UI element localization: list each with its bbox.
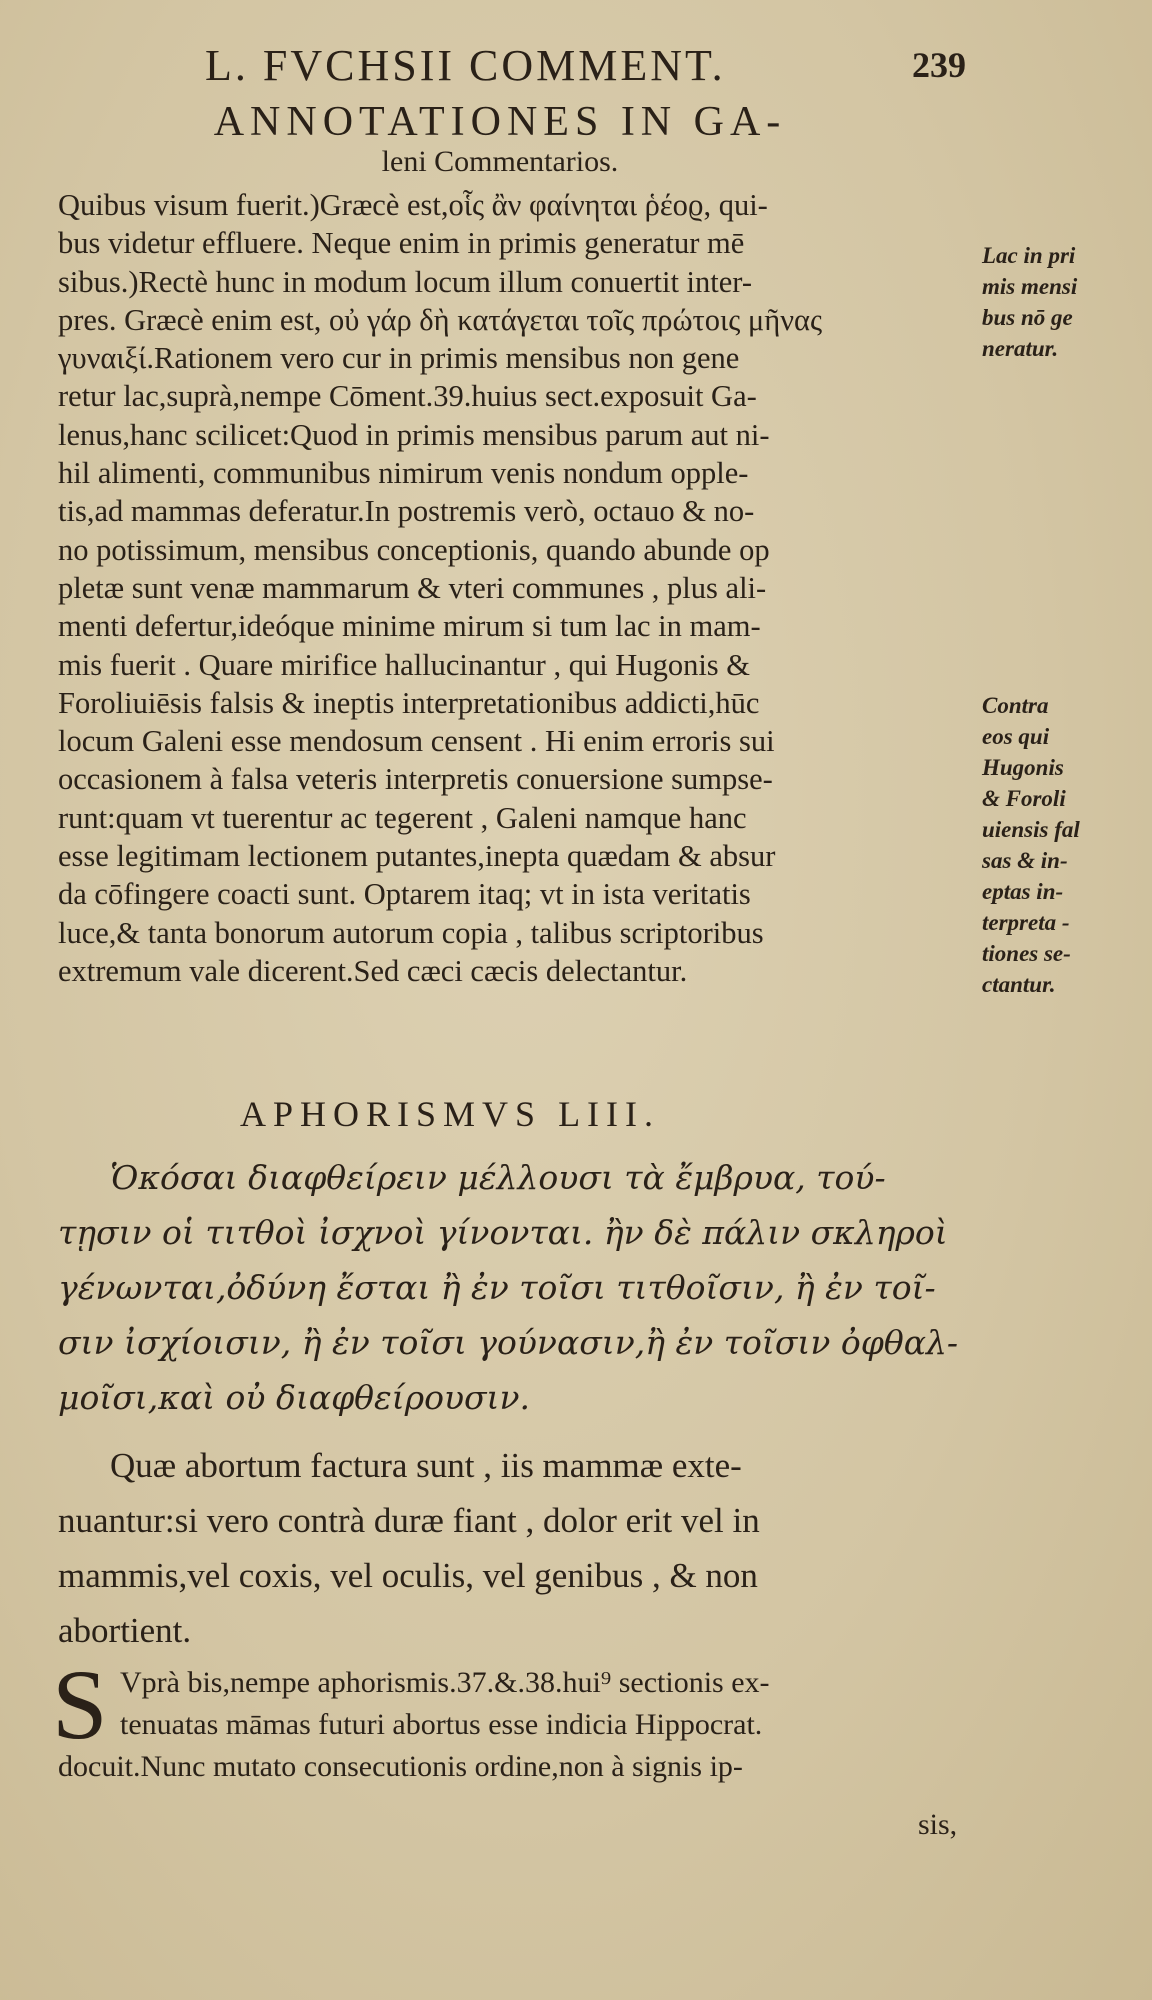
- text-line: da cōfingere coacti sunt. Optarem itaq; vt in ista veritatis: [58, 877, 751, 912]
- latin-line: nuantur:si vero contrà duræ fiant , dolor erit vel in: [58, 1501, 760, 1540]
- commentary-line: docuit.Nunc mutato consecutionis ordine,non à signis ip-: [58, 1750, 743, 1783]
- text-line: occasionem à falsa veteris interpretis conuersione sumpse-: [58, 762, 773, 797]
- text-line: lenus,hanc scilicet:Quod in primis mensibus parum aut ni-: [58, 417, 770, 452]
- text-line: runt:quam vt tuerentur ac tegerent , Galeni namque hanc: [58, 800, 747, 835]
- page-number: 239: [912, 45, 966, 85]
- greek-line: μοῖσι,καὶ οὐ διαφθείρουσιν.: [58, 1378, 531, 1417]
- margin-note-line: mis mensi: [982, 274, 1078, 299]
- section-heading-continued: leni Commentarios.: [381, 145, 619, 178]
- margin-note-line: uiensis fal: [982, 817, 1080, 842]
- section-heading: ANNOTATIONES IN GA-: [213, 99, 787, 145]
- margin-note: [982, 240, 1132, 364]
- text-line: tis,ad mammas deferatur.In postremis verò, octauo & no-: [58, 494, 755, 529]
- latin-line: abortient.: [58, 1611, 192, 1650]
- commentary-text: [58, 1662, 988, 1788]
- commentary-line: tenuatas māmas futuri abortus esse indicia Hippocrat.: [120, 1708, 763, 1741]
- text-line: locum Galeni esse mendosum censent . Hi enim erroris sui: [58, 724, 775, 759]
- text-line: pletæ sunt venæ mammarum & vteri communes , plus ali-: [58, 570, 767, 605]
- latin-line: Quæ abortum factura sunt , iis mammæ exte-: [110, 1446, 742, 1485]
- aphorism-latin-text: [58, 1438, 998, 1658]
- margin-note-line: sas & in-: [982, 848, 1068, 873]
- drop-cap: S: [52, 1649, 108, 1760]
- aphorism-greek-text: [58, 1150, 998, 1425]
- greek-line: σιν ἰσχίοισιν, ἢ ἐν τοῖσι γούνασιν,ἢ ἐν τοῖσιν ὀφθαλ-: [58, 1323, 959, 1362]
- text-line: mis fuerit . Quare mirifice hallucinantur , qui Hugonis &: [58, 647, 751, 682]
- running-head-title: L. FVCHSII COMMENT.: [205, 41, 726, 90]
- margin-note-line: tiones se-: [982, 941, 1071, 966]
- text-line: γυναιξί.Rationem vero cur in primis mensibus non gene: [58, 341, 740, 376]
- text-line: no potissimum, mensibus conceptionis, quando abunde op: [58, 532, 770, 567]
- latin-line: mammis,vel coxis, vel oculis, vel genibus , & non: [58, 1556, 758, 1595]
- annotation-text: [58, 186, 978, 990]
- text-line: retur lac,suprà,nempe Cōment.39.huius sect.exposuit Ga-: [58, 379, 757, 414]
- commentary-line: Vprà bis,nempe aphorismis.37.&.38.hui⁹ sectionis ex-: [120, 1666, 770, 1699]
- margin-note-line: bus nō ge: [982, 305, 1073, 330]
- margin-note-line: eptas in-: [982, 879, 1064, 904]
- greek-line: γένωνται,ὀδύνη ἔσται ἢ ἐν τοῖσι τιτθοῖσιν, ἢ ἐν τοῖ-: [58, 1268, 936, 1307]
- text-line: Quibus visum fuerit.)Græcè est,οἷς ἂν φαίνηται ῥέοϱ, qui-: [58, 188, 768, 222]
- catchword: sis,: [918, 1808, 958, 1841]
- text-line: extremum vale dicerent.Sed cæci cæcis delectantur.: [58, 953, 688, 988]
- margin-note-line: eos qui: [982, 724, 1050, 749]
- greek-line: τῃσιν οἱ τιτθοὶ ἰσχνοὶ γίνονται. ἢν δὲ πάλιν σκληροὶ: [58, 1213, 948, 1252]
- text-line: pres. Græcè enim est, οὐ γάρ δὴ κατάγεται τοῖς πρώτοις μῆνας: [58, 302, 823, 337]
- greek-line: Ὁκόσαι διαφθείρειν μέλλουσι τὰ ἔμβρυα, τού-: [110, 1158, 886, 1197]
- running-head: [0, 40, 1152, 100]
- text-line: hil alimenti, communibus nimirum venis nondum opple-: [58, 456, 749, 491]
- margin-note-line: Hugonis: [982, 755, 1064, 780]
- text-line: luce,& tanta bonorum autorum copia , talibus scriptoribus: [58, 915, 764, 950]
- text-line: menti defertur,ideóque minime mirum si tum lac in mam-: [58, 609, 761, 644]
- margin-note-line: terpreta -: [982, 910, 1070, 935]
- margin-note: [982, 690, 1132, 1000]
- aphorism-heading: APHORISMVS LIII.: [240, 1094, 661, 1134]
- margin-note-line: & Foroli: [982, 786, 1066, 811]
- text-line: esse legitimam lectionem putantes,inepta quædam & absur: [58, 839, 776, 874]
- margin-note-line: neratur.: [982, 336, 1059, 361]
- margin-note-line: Lac in pri: [982, 243, 1076, 268]
- text-line: bus videtur effluere. Neque enim in primis generatur mē: [58, 226, 745, 261]
- text-line: sibus.)Rectè hunc in modum locum illum conuertit inter-: [58, 264, 752, 299]
- margin-note-line: Contra: [982, 693, 1049, 718]
- margin-note-line: ctantur.: [982, 972, 1056, 997]
- text-line: Foroliuiēsis falsis & ineptis interpretationibus addicti,hūc: [58, 685, 760, 720]
